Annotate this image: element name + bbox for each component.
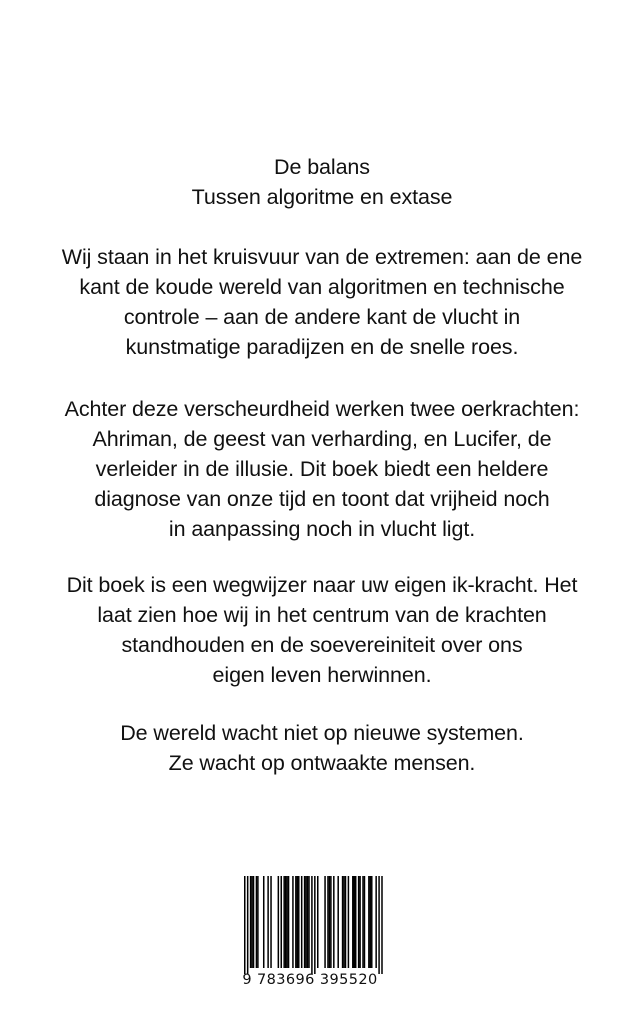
barcode-bar (368, 876, 370, 968)
barcode-bar (375, 876, 377, 968)
barcode-bars (230, 870, 390, 974)
barcode-bar (381, 876, 383, 974)
barcode-bar (352, 876, 354, 968)
barcode-bar (343, 876, 345, 968)
barcode-bar (283, 876, 285, 968)
barcode-bar (342, 876, 344, 968)
barcode-bar (355, 876, 357, 968)
title-block (10, 152, 634, 212)
barcode-bar (308, 876, 310, 968)
book-subtitle: Tussen algoritme en extase (191, 185, 453, 209)
barcode-bar (270, 876, 272, 968)
book-title: De balans (274, 155, 370, 179)
paragraph-forces (10, 394, 634, 544)
paragraph-line: De wereld wacht niet op nieuwe systemen. (120, 721, 524, 745)
paragraph-line: controle – aan de andere kant de vlucht in (123, 305, 521, 329)
barcode-bar (345, 876, 347, 968)
paragraph-line: Achter deze verscheurdheid werken twee oerkrachten: (64, 397, 580, 421)
paragraph-guide (10, 570, 634, 690)
paragraph-line: in aanpassing noch in vlucht ligt. (168, 517, 476, 541)
barcode-bar (256, 876, 258, 968)
barcode-bar (337, 876, 339, 968)
barcode-bar (286, 876, 288, 968)
barcode-bar (324, 876, 326, 968)
barcode-bar (359, 876, 361, 968)
barcode-bar (247, 876, 249, 974)
paragraph-line: kant de koude wereld van algoritmen en technische (79, 275, 565, 299)
barcode-bar (250, 876, 252, 968)
barcode-bar (333, 876, 335, 968)
barcode-bar (297, 876, 299, 968)
barcode-bar (257, 876, 259, 968)
barcode-bar (307, 876, 309, 968)
barcode-bar (244, 876, 246, 974)
paragraph-line: Dit boek is een wegwijzer naar uw eigen ik-kracht. Het (66, 573, 578, 597)
barcode-bar (298, 876, 300, 968)
paragraph-intro (10, 242, 634, 362)
barcode-bar (362, 876, 364, 968)
barcode-bar (278, 876, 280, 968)
barcode-bar (370, 876, 372, 968)
paragraph-line: laat zien hoe wij in het centrum van de krachten (97, 603, 547, 627)
barcode-bar (329, 876, 331, 968)
barcode-bar (371, 876, 373, 968)
barcode-bar (311, 876, 313, 974)
barcode-bar (330, 876, 332, 968)
barcode-bar (378, 876, 380, 974)
barcode-bar (281, 876, 283, 968)
paragraph-line: Ahriman, de geest van verharding, en Lucifer, de (92, 427, 552, 451)
barcode-bar (285, 876, 287, 968)
barcode-bar (354, 876, 356, 968)
barcode-bar (288, 876, 290, 968)
isbn-barcode (230, 870, 390, 998)
barcode-bar (301, 876, 303, 968)
paragraph-line: kunstmatige paradijzen en de snelle roes. (125, 335, 519, 359)
barcode-bar (317, 876, 319, 968)
barcode-bar (267, 876, 269, 968)
paragraph-line: diagnose van onze tijd en toont dat vrijheid noch (94, 487, 550, 511)
barcode-bar (295, 876, 297, 968)
barcode-bar (304, 876, 306, 968)
barcode-bar (292, 876, 294, 968)
barcode-bar (251, 876, 253, 968)
paragraph-line: Ze wacht op ontwaakte mensen. (168, 751, 476, 775)
barcode-bar (305, 876, 307, 968)
paragraph-line: verleider in de illusie. Dit boek biedt een heldere (95, 457, 549, 481)
paragraph-line: eigen leven herwinnen. (212, 663, 432, 687)
barcode-bar (314, 876, 316, 974)
barcode-bar (358, 876, 360, 968)
barcode-bar (364, 876, 366, 968)
isbn-number: 9 783696 395520 (242, 972, 378, 988)
paragraph-closing (10, 718, 634, 778)
paragraph-line: standhouden en de soevereiniteit over ons (121, 633, 523, 657)
paragraph-line: Wij staan in het kruisvuur van de extremen: aan de ene (61, 245, 583, 269)
barcode-bar (327, 876, 329, 968)
barcode-bar (263, 876, 265, 968)
barcode-bar (348, 876, 350, 968)
barcode-bar (253, 876, 255, 968)
